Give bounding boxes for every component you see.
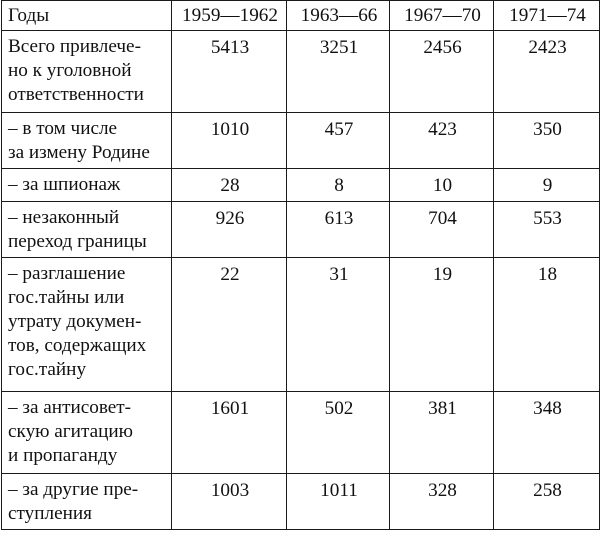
cell-value: 457 [287, 113, 390, 169]
table-row-state-secrets [2, 258, 600, 392]
header-period-1967-70: 1967—70 [390, 1, 494, 31]
row-label-espionage: – за шпионаж [2, 169, 172, 202]
cell-value: 18 [494, 258, 600, 392]
row-label-border-crossing: – незаконный переход границы [2, 202, 172, 258]
cell-value: 553 [494, 202, 600, 258]
cell-value: 1601 [172, 392, 287, 474]
table-row-espionage [2, 169, 600, 202]
cell-value: 258 [494, 474, 600, 530]
cell-value: 2456 [390, 31, 494, 113]
header-period-1959-1962: 1959—1962 [172, 1, 287, 31]
cell-value: 9 [494, 169, 600, 202]
cell-value: 1003 [172, 474, 287, 530]
statistics-table [1, 0, 600, 530]
cell-value: 19 [390, 258, 494, 392]
cell-value: 350 [494, 113, 600, 169]
cell-value: 1011 [287, 474, 390, 530]
table-row-agitation [2, 392, 600, 474]
cell-value: 328 [390, 474, 494, 530]
table-body [2, 31, 600, 530]
row-label-state-secrets: – разглашение гос.тайны или утрату докумен- тов, содержащих гос.тайну [2, 258, 172, 392]
cell-value: 704 [390, 202, 494, 258]
cell-value: 31 [287, 258, 390, 392]
header-row [2, 1, 600, 31]
header-period-1963-66: 1963—66 [287, 1, 390, 31]
cell-value: 348 [494, 392, 600, 474]
row-label-agitation: – за антисовет- скую агитацию и пропаганду [2, 392, 172, 474]
cell-value: 8 [287, 169, 390, 202]
cell-value: 502 [287, 392, 390, 474]
cell-value: 3251 [287, 31, 390, 113]
cell-value: 2423 [494, 31, 600, 113]
table-header [2, 1, 600, 31]
cell-value: 423 [390, 113, 494, 169]
row-label-total: Всего привлече- но к уголовной ответственности [2, 31, 172, 113]
cell-value: 613 [287, 202, 390, 258]
cell-value: 381 [390, 392, 494, 474]
row-label-other-crimes: – за другие пре- ступления [2, 474, 172, 530]
cell-value: 926 [172, 202, 287, 258]
row-label-treason: – в том числе за измену Родине [2, 113, 172, 169]
header-period-1971-74: 1971—74 [494, 1, 600, 31]
header-label-years: Годы [2, 1, 172, 31]
table-row-border-crossing [2, 202, 600, 258]
table-row-treason [2, 113, 600, 169]
cell-value: 22 [172, 258, 287, 392]
cell-value: 5413 [172, 31, 287, 113]
table-row-total [2, 31, 600, 113]
table-row-other-crimes [2, 474, 600, 530]
cell-value: 28 [172, 169, 287, 202]
cell-value: 10 [390, 169, 494, 202]
cell-value: 1010 [172, 113, 287, 169]
